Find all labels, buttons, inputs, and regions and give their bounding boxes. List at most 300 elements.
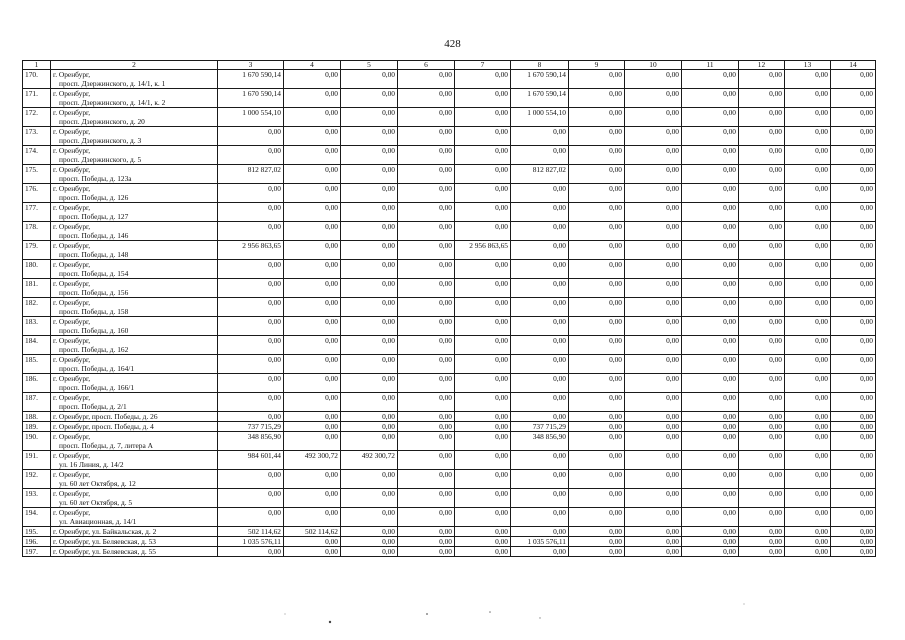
value-cell-col-5: 0,00: [341, 547, 398, 557]
row-number: 193.: [23, 489, 51, 508]
row-number: 186.: [23, 374, 51, 393]
value-cell-col-5: 0,00: [341, 355, 398, 374]
value-cell-col-7: 0,00: [455, 184, 511, 203]
value-cell-col-7: 0,00: [455, 165, 511, 184]
value-cell-col-3: 0,00: [218, 146, 284, 165]
value-cell-col-9: 0,00: [569, 108, 625, 127]
table-body: [23, 70, 876, 557]
table-row: [23, 70, 876, 89]
address-line-2: просп. Победы, д. 162: [59, 345, 129, 354]
table-row: [23, 298, 876, 317]
value-cell-col-5: 0,00: [341, 317, 398, 336]
row-number: 194.: [23, 508, 51, 527]
value-cell-col-13: 0,00: [785, 279, 831, 298]
value-cell-col-10: 0,00: [625, 393, 682, 412]
address-line-2: просп. Победы, д. 126: [59, 193, 129, 202]
row-number: 175.: [23, 165, 51, 184]
value-cell-col-12: 0,00: [739, 374, 785, 393]
address-line-1: г. Оренбург,: [53, 508, 91, 517]
value-cell-col-5: 0,00: [341, 127, 398, 146]
address-line-2: просп. Победы, д. 154: [59, 269, 129, 278]
row-number: 177.: [23, 203, 51, 222]
value-cell-col-7: 0,00: [455, 355, 511, 374]
address-line-2: просп. Победы, д. 164/1: [59, 364, 135, 373]
address-line-1: г. Оренбург,: [53, 89, 91, 98]
value-cell-col-8: 0,00: [511, 489, 569, 508]
value-cell-col-12: 0,00: [739, 165, 785, 184]
value-cell-col-9: 0,00: [569, 279, 625, 298]
value-cell-col-8: 0,00: [511, 547, 569, 557]
address-line-1: г. Оренбург,: [53, 470, 91, 479]
value-cell-col-10: 0,00: [625, 222, 682, 241]
row-number: 191.: [23, 451, 51, 470]
value-cell-col-13: 0,00: [785, 393, 831, 412]
address-cell: [51, 336, 218, 355]
value-cell-col-14: 0,00: [831, 222, 876, 241]
value-cell-col-4: 0,00: [284, 165, 341, 184]
value-cell-col-12: 0,00: [739, 412, 785, 422]
value-cell-col-14: 0,00: [831, 146, 876, 165]
value-cell-col-7: 0,00: [455, 393, 511, 412]
column-header-5: 5: [341, 61, 398, 70]
row-number: 185.: [23, 355, 51, 374]
row-number: 188.: [23, 412, 51, 422]
value-cell-col-6: 0,00: [398, 374, 455, 393]
value-cell-col-14: 0,00: [831, 374, 876, 393]
address-cell: [51, 508, 218, 527]
value-cell-col-14: 0,00: [831, 547, 876, 557]
value-cell-col-14: 0,00: [831, 451, 876, 470]
value-cell-col-14: 0,00: [831, 260, 876, 279]
value-cell-col-14: 0,00: [831, 165, 876, 184]
address-cell: [51, 489, 218, 508]
column-header-13: 13: [785, 61, 831, 70]
value-cell-col-13: 0,00: [785, 70, 831, 89]
value-cell-col-11: 0,00: [682, 374, 739, 393]
value-cell-col-6: 0,00: [398, 108, 455, 127]
table-row: [23, 374, 876, 393]
table-row: [23, 355, 876, 374]
table-row: [23, 222, 876, 241]
value-cell-col-4: 492 300,72: [284, 451, 341, 470]
address-cell: [51, 146, 218, 165]
value-cell-col-12: 0,00: [739, 508, 785, 527]
value-cell-col-7: 0,00: [455, 537, 511, 547]
value-cell-col-14: 0,00: [831, 527, 876, 537]
value-cell-col-8: 0,00: [511, 393, 569, 412]
value-cell-col-12: 0,00: [739, 489, 785, 508]
value-cell-col-14: 0,00: [831, 355, 876, 374]
value-cell-col-6: 0,00: [398, 279, 455, 298]
table-row: [23, 260, 876, 279]
value-cell-col-5: 0,00: [341, 89, 398, 108]
value-cell-col-4: 0,00: [284, 393, 341, 412]
row-number: 174.: [23, 146, 51, 165]
value-cell-col-9: 0,00: [569, 336, 625, 355]
address-line-1: г. Оренбург,: [53, 203, 91, 212]
address-line-2: ул. 60 лет Октября, д. 12: [59, 479, 136, 488]
row-number: 176.: [23, 184, 51, 203]
address-cell: [51, 241, 218, 260]
value-cell-col-3: 0,00: [218, 374, 284, 393]
value-cell-col-14: 0,00: [831, 393, 876, 412]
value-cell-col-8: 0,00: [511, 374, 569, 393]
address-line-1: г. Оренбург,: [53, 451, 91, 460]
value-cell-col-11: 0,00: [682, 537, 739, 547]
value-cell-col-9: 0,00: [569, 203, 625, 222]
address-line-1: г. Оренбург,: [53, 432, 91, 441]
value-cell-col-14: 0,00: [831, 203, 876, 222]
value-cell-col-5: 0,00: [341, 298, 398, 317]
value-cell-col-7: 0,00: [455, 527, 511, 537]
value-cell-col-6: 0,00: [398, 203, 455, 222]
address-line-1: г. Оренбург,: [53, 70, 91, 79]
address-line-1: г. Оренбург, просп. Победы, д. 4: [53, 422, 154, 431]
row-number: 196.: [23, 537, 51, 547]
value-cell-col-5: 0,00: [341, 70, 398, 89]
value-cell-col-8: 0,00: [511, 184, 569, 203]
value-cell-col-10: 0,00: [625, 374, 682, 393]
value-cell-col-8: 0,00: [511, 241, 569, 260]
column-header-10: 10: [625, 61, 682, 70]
column-header-8: 8: [511, 61, 569, 70]
address-cell: [51, 165, 218, 184]
value-cell-col-13: 0,00: [785, 412, 831, 422]
value-cell-col-4: 0,00: [284, 317, 341, 336]
value-cell-col-10: 0,00: [625, 184, 682, 203]
table-row: [23, 165, 876, 184]
value-cell-col-7: 0,00: [455, 89, 511, 108]
value-cell-col-7: 0,00: [455, 146, 511, 165]
value-cell-col-11: 0,00: [682, 393, 739, 412]
value-cell-col-3: 0,00: [218, 508, 284, 527]
value-cell-col-5: 0,00: [341, 146, 398, 165]
address-line-2: просп. Победы, д. 2/1: [59, 402, 127, 411]
value-cell-col-10: 0,00: [625, 70, 682, 89]
value-cell-col-12: 0,00: [739, 470, 785, 489]
value-cell-col-13: 0,00: [785, 489, 831, 508]
address-cell: [51, 108, 218, 127]
address-line-2: просп. Победы, д. 146: [59, 231, 129, 240]
row-number: 179.: [23, 241, 51, 260]
address-line-1: г. Оренбург,: [53, 165, 91, 174]
value-cell-col-7: 0,00: [455, 451, 511, 470]
address-line-1: г. Оренбург,: [53, 146, 91, 155]
value-cell-col-8: 0,00: [511, 412, 569, 422]
value-cell-col-5: 0,00: [341, 422, 398, 432]
value-cell-col-11: 0,00: [682, 203, 739, 222]
row-number: 187.: [23, 393, 51, 412]
value-cell-col-6: 0,00: [398, 489, 455, 508]
table-row: [23, 241, 876, 260]
value-cell-col-12: 0,00: [739, 70, 785, 89]
column-header-2: 2: [51, 61, 218, 70]
value-cell-col-3: 0,00: [218, 260, 284, 279]
value-cell-col-9: 0,00: [569, 146, 625, 165]
address-cell: [51, 432, 218, 451]
value-cell-col-7: 0,00: [455, 298, 511, 317]
address-line-2: просп. Победы, д. 158: [59, 307, 129, 316]
table-row: [23, 279, 876, 298]
value-cell-col-14: 0,00: [831, 432, 876, 451]
value-cell-col-3: 0,00: [218, 222, 284, 241]
address-line-1: г. Оренбург,: [53, 108, 91, 117]
value-cell-col-9: 0,00: [569, 127, 625, 146]
row-number: 183.: [23, 317, 51, 336]
value-cell-col-11: 0,00: [682, 222, 739, 241]
value-cell-col-3: 812 827,02: [218, 165, 284, 184]
address-cell: [51, 89, 218, 108]
value-cell-col-11: 0,00: [682, 412, 739, 422]
value-cell-col-6: 0,00: [398, 298, 455, 317]
value-cell-col-9: 0,00: [569, 422, 625, 432]
value-cell-col-14: 0,00: [831, 298, 876, 317]
value-cell-col-5: 0,00: [341, 374, 398, 393]
row-number: 197.: [23, 547, 51, 557]
value-cell-col-10: 0,00: [625, 89, 682, 108]
value-cell-col-10: 0,00: [625, 422, 682, 432]
value-cell-col-9: 0,00: [569, 412, 625, 422]
table-row: [23, 489, 876, 508]
address-line-2: просп. Победы, д. 166/1: [59, 383, 135, 392]
address-line-1: г. Оренбург,: [53, 393, 91, 402]
value-cell-col-4: 0,00: [284, 547, 341, 557]
value-cell-col-11: 0,00: [682, 89, 739, 108]
value-cell-col-14: 0,00: [831, 412, 876, 422]
value-cell-col-3: 502 114,62: [218, 527, 284, 537]
value-cell-col-4: 0,00: [284, 422, 341, 432]
value-cell-col-4: 0,00: [284, 146, 341, 165]
value-cell-col-12: 0,00: [739, 298, 785, 317]
address-cell: [51, 279, 218, 298]
value-cell-col-5: 492 300,72: [341, 451, 398, 470]
table-row: [23, 146, 876, 165]
value-cell-col-11: 0,00: [682, 355, 739, 374]
value-cell-col-7: 0,00: [455, 489, 511, 508]
value-cell-col-4: 0,00: [284, 108, 341, 127]
value-cell-col-12: 0,00: [739, 527, 785, 537]
value-cell-col-6: 0,00: [398, 470, 455, 489]
value-cell-col-6: 0,00: [398, 260, 455, 279]
value-cell-col-13: 0,00: [785, 108, 831, 127]
value-cell-col-10: 0,00: [625, 527, 682, 537]
value-cell-col-9: 0,00: [569, 489, 625, 508]
value-cell-col-11: 0,00: [682, 432, 739, 451]
column-header-14: 14: [831, 61, 876, 70]
column-header-9: 9: [569, 61, 625, 70]
value-cell-col-9: 0,00: [569, 260, 625, 279]
value-cell-col-14: 0,00: [831, 279, 876, 298]
table-row: [23, 432, 876, 451]
value-cell-col-11: 0,00: [682, 165, 739, 184]
value-cell-col-12: 0,00: [739, 203, 785, 222]
value-cell-col-9: 0,00: [569, 241, 625, 260]
value-cell-col-6: 0,00: [398, 527, 455, 537]
column-header-7: 7: [455, 61, 511, 70]
address-line-2: просп. Победы, д. 148: [59, 250, 129, 259]
value-cell-col-6: 0,00: [398, 165, 455, 184]
data-table: [22, 60, 876, 557]
value-cell-col-13: 0,00: [785, 241, 831, 260]
value-cell-col-9: 0,00: [569, 317, 625, 336]
table-row: [23, 508, 876, 527]
value-cell-col-10: 0,00: [625, 470, 682, 489]
value-cell-col-10: 0,00: [625, 298, 682, 317]
value-cell-col-6: 0,00: [398, 241, 455, 260]
value-cell-col-11: 0,00: [682, 451, 739, 470]
row-number: 170.: [23, 70, 51, 89]
value-cell-col-8: 0,00: [511, 527, 569, 537]
value-cell-col-8: 737 715,29: [511, 422, 569, 432]
value-cell-col-13: 0,00: [785, 527, 831, 537]
value-cell-col-3: 0,00: [218, 184, 284, 203]
value-cell-col-13: 0,00: [785, 184, 831, 203]
value-cell-col-7: 0,00: [455, 412, 511, 422]
address-line-2: просп. Победы, д. 7, литера А: [59, 441, 153, 450]
address-cell: [51, 527, 218, 537]
row-number: 172.: [23, 108, 51, 127]
value-cell-col-4: 0,00: [284, 470, 341, 489]
value-cell-col-4: 0,00: [284, 298, 341, 317]
address-line-1: г. Оренбург,: [53, 241, 91, 250]
value-cell-col-14: 0,00: [831, 470, 876, 489]
value-cell-col-4: 0,00: [284, 203, 341, 222]
value-cell-col-3: 348 856,90: [218, 432, 284, 451]
value-cell-col-3: 1 670 590,14: [218, 89, 284, 108]
value-cell-col-10: 0,00: [625, 508, 682, 527]
value-cell-col-7: 0,00: [455, 279, 511, 298]
value-cell-col-3: 0,00: [218, 127, 284, 146]
address-line-1: г. Оренбург,: [53, 184, 91, 193]
value-cell-col-11: 0,00: [682, 184, 739, 203]
value-cell-col-10: 0,00: [625, 355, 682, 374]
value-cell-col-13: 0,00: [785, 422, 831, 432]
value-cell-col-8: 0,00: [511, 336, 569, 355]
value-cell-col-14: 0,00: [831, 537, 876, 547]
value-cell-col-3: 1 035 576,11: [218, 537, 284, 547]
value-cell-col-12: 0,00: [739, 537, 785, 547]
value-cell-col-7: 0,00: [455, 70, 511, 89]
value-cell-col-8: 0,00: [511, 317, 569, 336]
value-cell-col-3: 0,00: [218, 470, 284, 489]
table-row: [23, 470, 876, 489]
value-cell-col-8: 348 856,90: [511, 432, 569, 451]
address-line-2: просп. Дзержинского, д. 5: [59, 155, 142, 164]
table-row: [23, 317, 876, 336]
address-line-2: просп. Победы, д. 127: [59, 212, 129, 221]
table-row: [23, 203, 876, 222]
value-cell-col-8: 1 670 590,14: [511, 70, 569, 89]
value-cell-col-3: 1 000 554,10: [218, 108, 284, 127]
value-cell-col-5: 0,00: [341, 279, 398, 298]
value-cell-col-6: 0,00: [398, 317, 455, 336]
value-cell-col-13: 0,00: [785, 298, 831, 317]
value-cell-col-9: 0,00: [569, 89, 625, 108]
value-cell-col-3: 0,00: [218, 336, 284, 355]
address-line-1: г. Оренбург, ул. Беляевская, д. 55: [53, 547, 156, 556]
address-cell: [51, 298, 218, 317]
value-cell-col-8: 1 035 576,11: [511, 537, 569, 547]
value-cell-col-8: 0,00: [511, 279, 569, 298]
row-number: 190.: [23, 432, 51, 451]
value-cell-col-12: 0,00: [739, 241, 785, 260]
value-cell-col-7: 0,00: [455, 260, 511, 279]
value-cell-col-11: 0,00: [682, 527, 739, 537]
table-row: [23, 547, 876, 557]
row-number: 192.: [23, 470, 51, 489]
value-cell-col-8: 812 827,02: [511, 165, 569, 184]
value-cell-col-10: 0,00: [625, 165, 682, 184]
value-cell-col-5: 0,00: [341, 203, 398, 222]
address-cell: [51, 422, 218, 432]
value-cell-col-3: 0,00: [218, 355, 284, 374]
value-cell-col-11: 0,00: [682, 298, 739, 317]
row-number: 189.: [23, 422, 51, 432]
address-cell: [51, 393, 218, 412]
table-row: [23, 422, 876, 432]
address-cell: [51, 317, 218, 336]
address-cell: [51, 127, 218, 146]
table-row: [23, 127, 876, 146]
value-cell-col-12: 0,00: [739, 355, 785, 374]
value-cell-col-6: 0,00: [398, 547, 455, 557]
value-cell-col-6: 0,00: [398, 508, 455, 527]
table-row: [23, 108, 876, 127]
value-cell-col-5: 0,00: [341, 241, 398, 260]
value-cell-col-10: 0,00: [625, 146, 682, 165]
value-cell-col-7: 0,00: [455, 203, 511, 222]
value-cell-col-11: 0,00: [682, 127, 739, 146]
value-cell-col-6: 0,00: [398, 146, 455, 165]
value-cell-col-9: 0,00: [569, 451, 625, 470]
address-line-1: г. Оренбург,: [53, 279, 91, 288]
value-cell-col-5: 0,00: [341, 537, 398, 547]
value-cell-col-3: 0,00: [218, 547, 284, 557]
value-cell-col-6: 0,00: [398, 70, 455, 89]
row-number: 184.: [23, 336, 51, 355]
column-header-3: 3: [218, 61, 284, 70]
value-cell-col-7: 0,00: [455, 432, 511, 451]
value-cell-col-7: 0,00: [455, 108, 511, 127]
row-number: 178.: [23, 222, 51, 241]
table-row: [23, 451, 876, 470]
address-cell: [51, 451, 218, 470]
value-cell-col-8: 0,00: [511, 260, 569, 279]
value-cell-col-7: 0,00: [455, 317, 511, 336]
table-row: [23, 336, 876, 355]
address-line-2: просп. Дзержинского, д. 14/1, к. 1: [59, 79, 166, 88]
value-cell-col-13: 0,00: [785, 317, 831, 336]
value-cell-col-12: 0,00: [739, 108, 785, 127]
address-line-1: г. Оренбург,: [53, 374, 91, 383]
value-cell-col-8: 0,00: [511, 451, 569, 470]
value-cell-col-9: 0,00: [569, 547, 625, 557]
value-cell-col-7: 0,00: [455, 470, 511, 489]
address-cell: [51, 222, 218, 241]
value-cell-col-7: 0,00: [455, 336, 511, 355]
value-cell-col-8: 1 000 554,10: [511, 108, 569, 127]
header-row: [23, 61, 876, 70]
value-cell-col-4: 0,00: [284, 260, 341, 279]
value-cell-col-13: 0,00: [785, 537, 831, 547]
value-cell-col-13: 0,00: [785, 336, 831, 355]
row-number: 180.: [23, 260, 51, 279]
value-cell-col-11: 0,00: [682, 146, 739, 165]
value-cell-col-7: 0,00: [455, 508, 511, 527]
address-cell: [51, 203, 218, 222]
value-cell-col-4: 0,00: [284, 355, 341, 374]
value-cell-col-11: 0,00: [682, 547, 739, 557]
